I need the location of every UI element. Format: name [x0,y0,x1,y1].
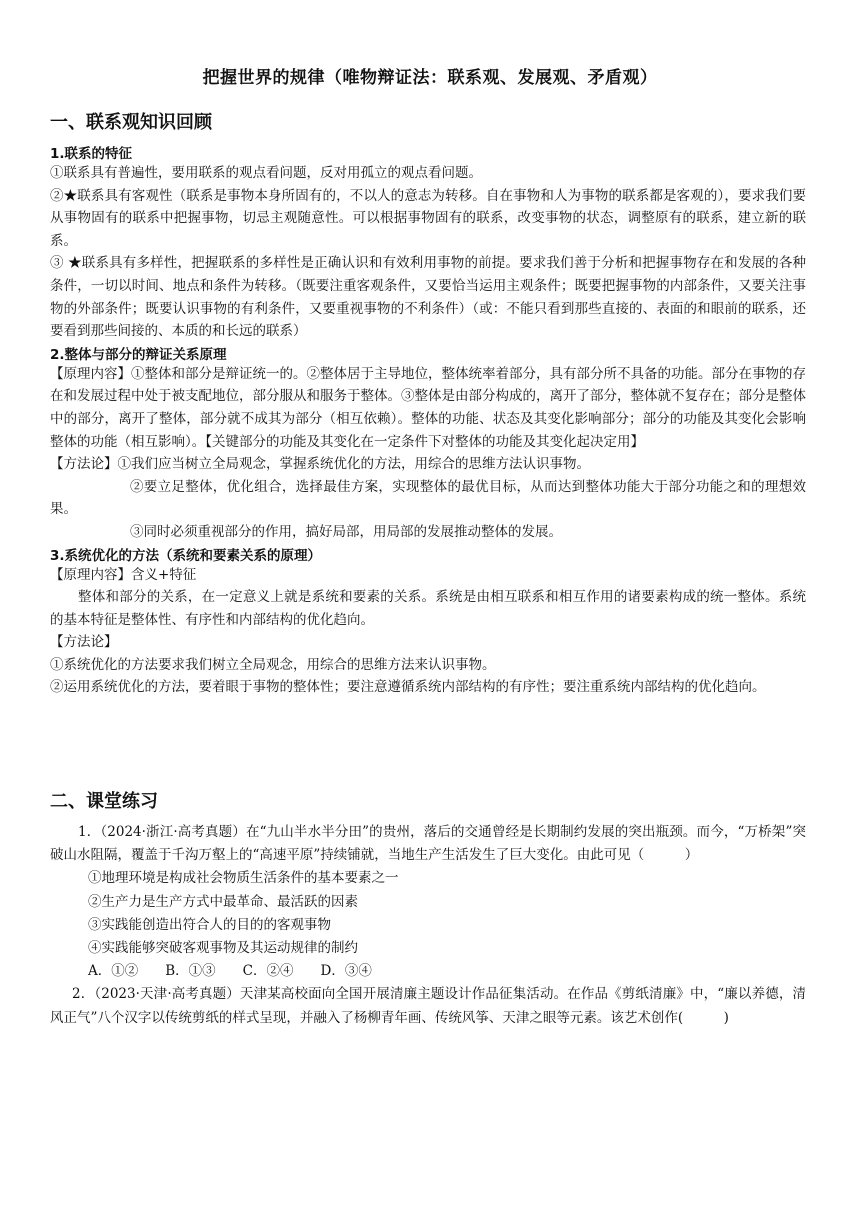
paragraph: 【原理内容】含义+特征 [50,566,197,583]
sub3-heading: 3.系统优化的方法（系统和要素关系的原理） [50,547,322,564]
paragraph: ③ ★联系具有多样性，把握联系的多样性是正确认识和有效利用事物的前提。要求我们善于分析和把握事物存在和发展的各种条件，一切以时间、地点和条件为转移。（既要注重客观条件，又要恰当运用主观条件；既要把握事物的内部条件，又要关注事物的外部条件；既要认识事物的有利条件，又要重视事物的不利条件）（或：不能只看到那些直接的、表面的和眼前的联系，还要看到那些间接的、本质的和长远的联系） [50,255,806,340]
question-1-stem: 1．（2024·浙江·高考真题）在“九山半水半分田”的贵州，落后的交通曾经是长期制约发展的突出瓶颈。而今，“万桥架”突破山水阻隔，覆盖于千沟万壑上的“高速平原”持续铺就，当地生产生活发生了巨大变化。由此可见（ ） [50,824,806,864]
paragraph: ①联系具有普遍性，要用联系的观点看问题，反对用孤立的观点看问题。 [50,165,482,181]
paragraph: 【原理内容】①整体和部分是辩证统一的。②整体居于主导地位，整体统率着部分，具有部分所不具备的功能。部分在事物的存在和发展过程中处于被支配地位，部分服从和服务于整体。③整体是由部分构成的，离开了部分，整体就不复存在；部分是整体中的部分，离开了整体，部分就不成其为部分（相互依赖）。整体的功能、状态及其变化影响部分；部分的功能及其变化会影响整体的功能（相互影响）。【关键部分的功能及其变化在一定条件下对整体的功能及其变化起决定用】 [50,365,806,450]
question-1-choices: A．①② B．①③ C．②④ D．③④ [88,963,372,980]
question-1-item: ④实践能够突破客观事物及其运动规律的制约 [88,940,358,957]
paragraph: ①系统优化的方法要求我们树立全局观念，用综合的思维方法来认识事物。 [50,656,496,673]
section1-heading: 一、联系观知识回顾 [50,112,212,133]
section2-heading: 二、课堂练习 [50,791,158,812]
paragraph: 整体和部分的关系，在一定意义上就是系统和要素的关系。系统是由相互联系和相互作用的诸要素构成的统一整体。系统的基本特征是整体性、有序性和内部结构的优化趋向。 [50,589,806,628]
question-1-item: ②生产力是生产方式中最革命、最活跃的因素 [88,893,358,910]
paragraph: ②★联系具有客观性（联系是事物本身所固有的，不以人的意志为转移。自在事物和人为事物的联系都是客观的），要求我们要从事物固有的联系中把握事物，切忌主观随意性。可以根据事物固有的联系，改变事物的状态，调整原有的联系，建立新的联系。 [50,187,806,249]
question-1-item: ③实践能创造出符合人的目的的客观事物 [88,916,331,933]
paragraph: 【方法论】①我们应当树立全局观念，掌握系统优化的方法，用综合的思维方法认识事物。 [50,456,590,473]
paragraph: ②运用系统优化的方法，要着眼于事物的整体性；要注意遵循系统内部结构的有序性；要注重系统内部结构的优化趋向。 [50,679,766,696]
page-title: 把握世界的规律（唯物辩证法：联系观、发展观、矛盾观） [202,68,658,88]
section-class-exercises [50,787,806,1030]
paragraph: ②要立足整体，优化组合，选择最佳方案，实现整体的最优目标，从而达到整体功能大于部分功能之和的理想效果。 [50,478,806,518]
sub1-heading: 1.联系的特征 [50,146,133,162]
sub2-heading: 2.整体与部分的辩证关系原理 [50,346,227,363]
question-1-item: ①地理环境是构成社会物质生活条件的基本要素之一 [88,870,399,887]
paragraph: 【方法论】 [50,634,118,651]
question-2-stem: 2．（2023·天津·高考真题）天津某高校面向全国开展清廉主题设计作品征集活动。在作品《剪纸清廉》中，“廉以养德，清风正气”八个汉字以传统剪纸的样式呈现，并融入了杨柳青年画、传统风筝、天津之眼等元素。该艺术创作( ) [50,986,806,1026]
section-connection-review [50,108,806,699]
paragraph: ③同时必须重视部分的作用，搞好局部，用局部的发展推动整体的发展。 [130,523,562,540]
